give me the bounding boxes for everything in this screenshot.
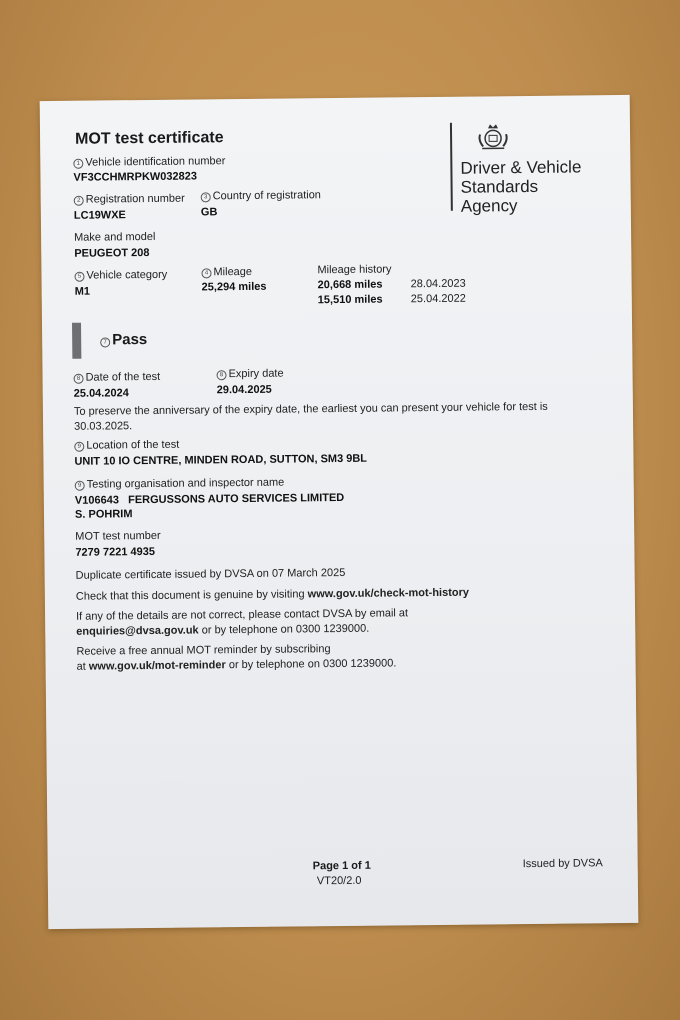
royal-crest-icon [476, 122, 510, 152]
certificate-title: MOT test certificate [74, 129, 224, 148]
contact-note-line-2: enquiries@dvsa.gov.uk or by telephone on 0300 1239000. [76, 622, 370, 638]
duplicate-note: Duplicate certificate issued by DVSA on 07 March 2025 [75, 566, 346, 582]
reminder-note-line-2: at www.gov.uk/mot-reminder or by telephone on 0300 1239000. [76, 657, 397, 673]
form-code: VT20/2.0 [316, 874, 362, 888]
field-number-icon: 8 [217, 370, 227, 380]
location-label: 9 Location of the test [74, 439, 179, 452]
country-value: GB [200, 206, 218, 219]
agency-block [450, 121, 582, 216]
reminder-note-line-1: Receive a free annual MOT reminder by subscribing [76, 643, 331, 658]
vin-label: 1 Vehicle identification number [73, 155, 225, 169]
anniversary-date: 30.03.2025. [74, 420, 133, 433]
result-status: 7 Pass [100, 331, 147, 348]
location-value: UNIT 10 IO CENTRE, MINDEN ROAD, SUTTON, SM3 9BL [74, 452, 368, 468]
test-number-value: 7279 7221 4935 [75, 545, 156, 559]
category-value: M1 [74, 285, 91, 298]
mileage-history-label: Mileage history [317, 263, 392, 277]
dvsa-email-link[interactable]: enquiries@dvsa.gov.uk [76, 624, 199, 638]
mileage-history-date-1: 28.04.2023 [410, 277, 466, 291]
vin-value: VF3CCHMRPKW032823 [73, 170, 198, 184]
mileage-history-miles-1: 20,668 miles [317, 278, 383, 292]
contact-note-line-1: If any of the details are not correct, please contact DVSA by email at [76, 607, 409, 623]
test-number-label: MOT test number [75, 529, 161, 543]
agency-line-2: Standards [460, 176, 539, 197]
field-number-icon: 8 [74, 374, 84, 384]
make-model-label: Make and model [74, 230, 156, 244]
expiry-date-value: 29.04.2025 [216, 383, 272, 397]
field-number-icon: 5 [74, 272, 84, 282]
check-mot-history-link[interactable]: www.gov.uk/check-mot-history [307, 586, 470, 601]
page-number: Page 1 of 1 [312, 859, 371, 873]
field-number-icon: 9 [75, 481, 85, 491]
field-number-icon: 4 [201, 268, 211, 278]
field-number-icon: 2 [74, 196, 84, 206]
genuine-note: Check that this document is genuine by visiting www.gov.uk/check-mot-history [75, 586, 470, 603]
category-label: 5 Vehicle category [74, 269, 167, 282]
country-label: 3 Country of registration [201, 189, 321, 202]
organisation-value: V106643 FERGUSSONS AUTO SERVICES LIMITED [74, 491, 345, 507]
test-date-label: 8 Date of the test [74, 371, 161, 384]
field-number-icon: 9 [74, 442, 84, 452]
expiry-date-label: 8 Expiry date [216, 368, 283, 381]
mileage-history-miles-2: 15,510 miles [317, 293, 383, 307]
field-number-icon: 1 [73, 159, 83, 169]
field-number-icon: 3 [201, 192, 211, 202]
agency-line-3: Agency [460, 196, 518, 216]
field-number-icon: 7 [100, 337, 110, 347]
agency-line-1: Driver & Vehicle [460, 157, 582, 178]
result-bar [72, 323, 81, 359]
registration-label: 2 Registration number [74, 193, 185, 206]
anniversary-note: To preserve the anniversary of the expiry date, the earliest you can present your vehicle for test is [73, 400, 548, 418]
mot-certificate-sheet [40, 95, 639, 929]
mileage-history-date-2: 25.04.2022 [410, 292, 466, 306]
mot-reminder-link[interactable]: www.gov.uk/mot-reminder [88, 659, 226, 673]
test-date-value: 25.04.2024 [73, 387, 129, 400]
issued-by: Issued by DVSA [522, 857, 603, 871]
mileage-value: 25,294 miles [201, 280, 267, 294]
inspector-name: S. POHRIM [74, 508, 133, 521]
registration-value: LC19WXE [73, 209, 126, 222]
organisation-label: 9 Testing organisation and inspector name [75, 477, 285, 491]
mileage-label: 4 Mileage [201, 266, 252, 279]
make-model-value: PEUGEOT 208 [74, 246, 150, 260]
